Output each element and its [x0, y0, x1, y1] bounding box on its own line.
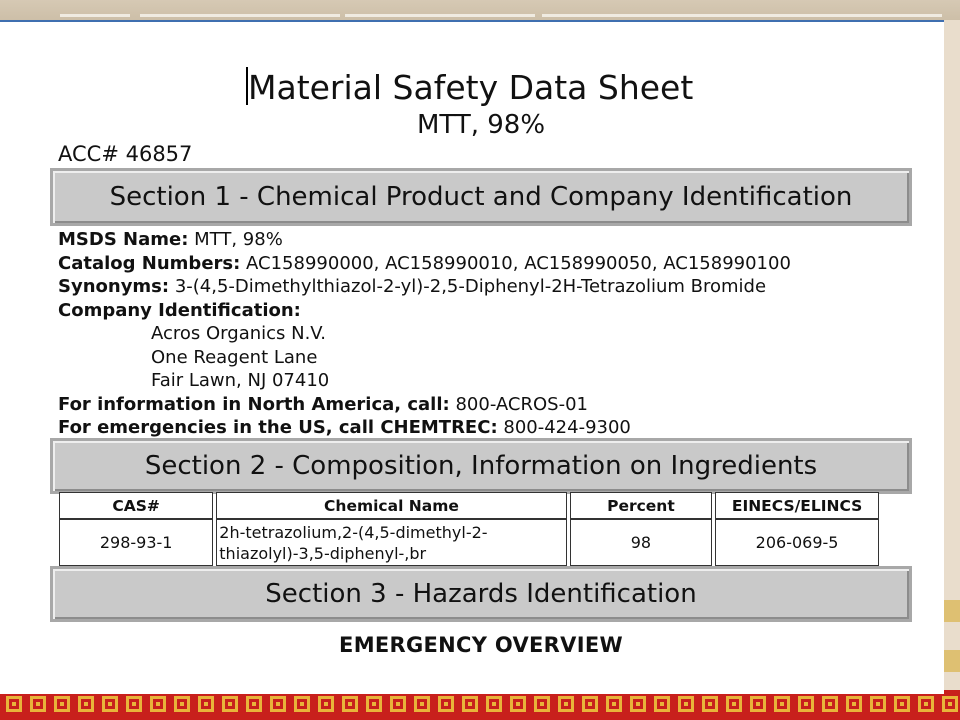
border-pattern-tile	[894, 696, 910, 712]
cell-chemical-name: 2h-tetrazolium,2-(4,5-dimethyl-2-thiazolyl)-3,5-diphenyl-,br	[216, 519, 566, 566]
company-name: Acros Organics N.V.	[151, 323, 327, 344]
border-pattern-tile	[6, 696, 22, 712]
border-pattern-tile	[606, 696, 622, 712]
border-pattern-tile	[294, 696, 310, 712]
top-strip-segment	[60, 14, 130, 17]
info-phone-line	[58, 393, 791, 417]
section-2-heading-text: Section 2 - Composition, Information on Ingredients	[144, 451, 818, 481]
composition-table	[56, 492, 882, 566]
document-title: Material Safety Data Sheet	[248, 68, 694, 107]
border-pattern-tile	[198, 696, 214, 712]
border-pattern-tile	[846, 696, 862, 712]
cell-percent: 98	[570, 519, 713, 566]
border-pattern-tile	[126, 696, 142, 712]
border-pattern-tile	[174, 696, 190, 712]
border-pattern-tile	[582, 696, 598, 712]
border-pattern-tile	[54, 696, 70, 712]
border-pattern-tile	[654, 696, 670, 712]
column-header-percent: Percent	[570, 492, 713, 519]
emergency-overview-heading: EMERGENCY OVERVIEW	[339, 633, 623, 657]
border-pattern-tile	[462, 696, 478, 712]
table-row	[59, 519, 879, 566]
top-strip-segment	[140, 14, 340, 17]
border-pattern-tile	[678, 696, 694, 712]
company-street: One Reagent Lane	[151, 346, 318, 368]
msds-name-value: MTT, 98%	[188, 229, 283, 250]
border-pattern-tile	[942, 696, 958, 712]
border-pattern-tile	[342, 696, 358, 712]
table-header-row	[59, 492, 879, 519]
column-header-einecs: EINECS/ELINCS	[715, 492, 879, 519]
border-pattern-tile	[246, 696, 262, 712]
document-subtitle: MTT, 98%	[416, 110, 546, 140]
border-pattern-tile	[222, 696, 238, 712]
section-1-heading	[50, 168, 912, 226]
border-pattern-tile	[702, 696, 718, 712]
border-pattern-tile	[414, 696, 430, 712]
company-identification-label: Company Identification:	[58, 299, 301, 321]
top-strip-segment	[542, 14, 942, 17]
emergency-phone-label: For emergencies in the US, call CHEMTREC:	[58, 417, 498, 438]
top-strip-segment	[345, 14, 535, 17]
info-phone-label: For information in North America, call:	[58, 393, 450, 415]
column-header-chemical-name: Chemical Name	[216, 492, 566, 519]
border-pattern-tile	[774, 696, 790, 712]
document-page[interactable]	[0, 20, 944, 694]
section-1-content	[58, 228, 791, 440]
section-3-heading	[50, 566, 912, 622]
synonyms-line	[58, 275, 791, 299]
catalog-numbers-label: Catalog Numbers:	[58, 252, 241, 274]
cell-einecs: 206-069-5	[715, 519, 879, 566]
border-pattern-tile	[318, 696, 334, 712]
emergency-phone-value: 800-424-9300	[497, 417, 631, 438]
border-pattern-tile	[150, 696, 166, 712]
border-pattern-tile	[486, 696, 502, 712]
section-2-heading	[50, 438, 912, 494]
border-pattern-tile	[366, 696, 382, 712]
decorative-bottom-border	[0, 690, 960, 720]
decorative-ornament	[944, 600, 960, 622]
border-pattern-tile	[750, 696, 766, 712]
border-pattern-tile	[798, 696, 814, 712]
window-top-strip	[0, 0, 960, 20]
msds-name-line	[58, 228, 791, 252]
synonyms-value: 3-(4,5-Dimethylthiazol-2-yl)-2,5-Diphenyl-2H-Tetrazolium Bromide	[169, 276, 767, 297]
catalog-numbers-line	[58, 252, 791, 276]
border-pattern-tile	[270, 696, 286, 712]
section-1-heading-text: Section 1 - Chemical Product and Company Identification	[109, 182, 853, 212]
cell-cas: 298-93-1	[59, 519, 213, 566]
column-header-cas: CAS#	[59, 492, 213, 519]
border-pattern-tile	[102, 696, 118, 712]
catalog-numbers-value: AC158990000, AC158990010, AC158990050, AC158990100	[240, 252, 791, 274]
emergency-phone-line	[58, 416, 791, 440]
border-pattern-tile	[918, 696, 934, 712]
border-pattern-tile	[558, 696, 574, 712]
border-pattern-tile	[438, 696, 454, 712]
info-phone-value: 800-ACROS-01	[449, 393, 588, 415]
section-3-heading-text: Section 3 - Hazards Identification	[265, 579, 697, 609]
border-pattern-tile	[822, 696, 838, 712]
acc-number: ACC# 46857	[58, 142, 193, 166]
border-pattern-tile	[870, 696, 886, 712]
msds-name-label: MSDS Name:	[58, 229, 189, 250]
border-pattern-tile	[534, 696, 550, 712]
border-pattern-tile	[630, 696, 646, 712]
border-pattern-tile	[390, 696, 406, 712]
border-pattern-tile	[510, 696, 526, 712]
company-identification-line	[58, 299, 791, 323]
synonyms-label: Synonyms:	[58, 276, 170, 297]
company-city: Fair Lawn, NJ 07410	[151, 370, 330, 391]
border-pattern-tile	[726, 696, 742, 712]
border-pattern-tile	[30, 696, 46, 712]
border-pattern-tile	[78, 696, 94, 712]
